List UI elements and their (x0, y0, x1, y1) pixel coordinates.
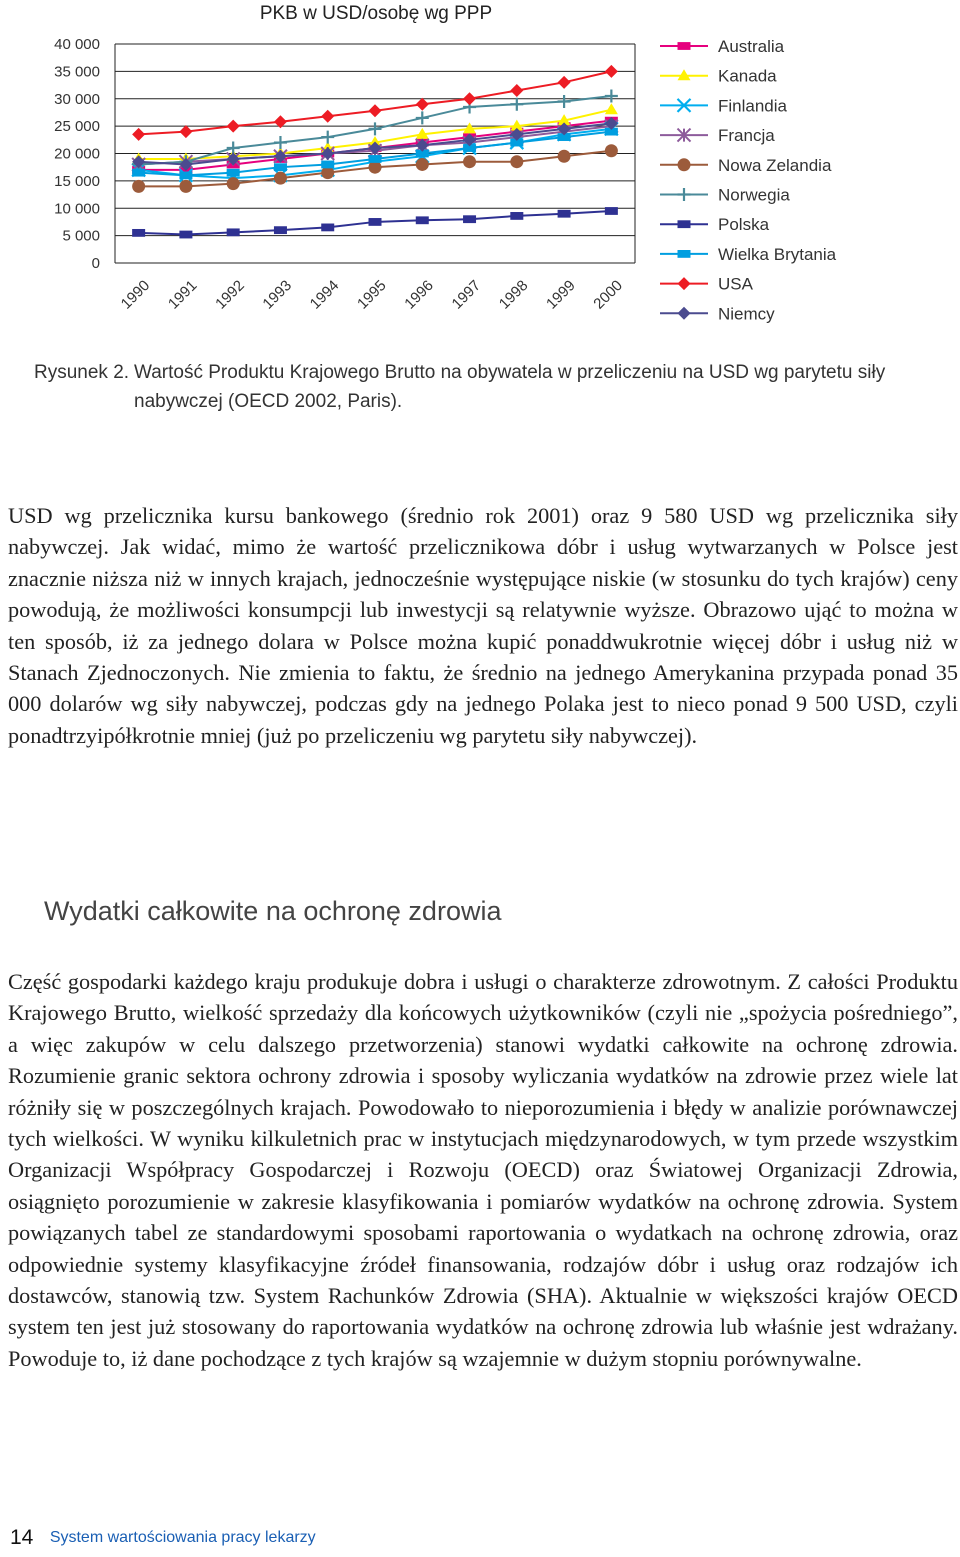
legend-label-niemcy: Niemcy (718, 304, 775, 324)
data-point-usa (558, 76, 571, 89)
data-point-norwegia (416, 111, 429, 124)
legend-marker-usa (678, 277, 691, 290)
x-tick-label: 1999 (543, 277, 579, 313)
caption-label: Rysunek 2. (34, 362, 130, 383)
x-tick-label: 1996 (401, 277, 437, 313)
data-point-usa (510, 84, 523, 97)
legend-marker-nowa-zelandia (678, 158, 691, 171)
data-point-nowa-zelandia (510, 155, 523, 168)
data-point-norwegia (274, 136, 287, 149)
body-paragraph-2: Część gospodarki każdego kraju produkuje dobra i usługi o charakterze zdrowotnym. Z całości Produktu Krajowego Brutto, wielkość sprzedaży dla końcowych użytkowników (czyli nie „spożycia pośredniego”, a więc zakupów w celu dalszego przetworzenia) stanowi wydatki całkowite na ochronę zdrowia. Rozumienie granic sektora ochrony zdrowia i sposoby wyliczania wydatków na zdrowie przez wiele lat różniły się w poszczególnych krajach. Powodowało to nieporozumienia i błędy w analizie porównawczej tych wielkości. W wyniku kilkuletnich prac w instytucjach międzynarodowych, w tym przede wszystkim Organizacji Współpracy Gospodarczej i Rozwoju (OECD) oraz Światowej Organizacji Zdrowia, osiągnięto porozumienie w zakresie klasyfikowania i pomiarów wydatków na ochronę zdrowia. System powiązanych tabel ze standardowymi sposobami raportowania o wydatkach na ochronę zdrowia, oraz odpowiednie systemy klasyfikacyjne źródeł finansowania, rodzajów dóbr i usług oraz rodzajów ich dostawców, stanowią tzw. System Rachunków Zdrowia (SHA). Aktualnie w większości krajów OECD system ten jest już stosowany do raportowania wydatków na ochronę zdrowia lub właśnie jest wdrażany. Powoduje to, iż dane pochodzące z tych krajów są wzajemnie w dużym stopniu porównywalne. (8, 969, 958, 1371)
data-point-usa (605, 65, 618, 78)
figure-caption (34, 358, 914, 416)
data-point-usa (369, 104, 382, 117)
data-point-norwegia (558, 95, 571, 108)
x-tick-label: 1992 (212, 277, 248, 313)
gdp-chart (0, 0, 960, 335)
y-tick-label: 30 000 (54, 90, 100, 108)
x-tick-label: 1997 (448, 277, 485, 313)
data-point-nowa-zelandia (416, 158, 429, 171)
data-point-usa (321, 110, 334, 123)
data-point-wielka-brytania (227, 169, 240, 177)
legend-marker-norwegia (678, 188, 691, 201)
data-point-polska (416, 216, 429, 224)
legend-label-wielka-brytania: Wielka Brytania (718, 244, 837, 264)
data-point-nowa-zelandia (463, 155, 476, 168)
data-point-polska (463, 215, 476, 223)
data-point-nowa-zelandia (179, 180, 192, 193)
legend-label-usa: USA (718, 274, 753, 294)
legend-label-norwegia: Norwegia (718, 185, 790, 205)
data-point-polska (369, 218, 382, 226)
legend-marker-niemcy (678, 307, 691, 320)
chart-title: PKB w USD/osobę wg PPP (259, 3, 493, 24)
y-tick-label: 20 000 (54, 145, 100, 163)
legend-label-finlandia: Finlandia (718, 96, 787, 116)
data-point-norwegia (605, 90, 618, 103)
data-point-polska (605, 207, 618, 215)
data-point-norwegia (321, 131, 334, 144)
data-point-wielka-brytania (179, 172, 192, 180)
data-point-polska (321, 224, 334, 232)
data-point-usa (227, 120, 240, 133)
legend-label-australia: Australia (718, 37, 785, 56)
legend-marker-polska (678, 220, 691, 228)
data-point-usa (463, 92, 476, 105)
caption-line2: nabywczej (OECD 2002, Paris). (134, 391, 403, 412)
footer-title: System wartościowania pracy lekarzy (49, 1529, 316, 1546)
y-tick-label: 0 (91, 255, 100, 272)
page-footer (10, 1526, 316, 1554)
data-point-usa (132, 128, 145, 141)
page-number: 14 (10, 1526, 34, 1549)
data-point-norwegia (510, 98, 523, 111)
data-point-wielka-brytania (274, 163, 287, 171)
x-tick-label: 1998 (495, 277, 532, 313)
data-point-wielka-brytania (369, 155, 382, 163)
data-point-nowa-zelandia (227, 177, 240, 190)
data-point-usa (416, 98, 429, 111)
data-point-polska (274, 226, 287, 234)
data-point-usa (179, 125, 192, 138)
legend-label-nowa-zelandia: Nowa Zelandia (718, 155, 832, 175)
data-point-norwegia (369, 122, 382, 135)
data-point-polska (179, 231, 192, 239)
legend-label-kanada: Kanada (718, 66, 777, 86)
data-point-polska (132, 229, 145, 237)
x-tick-label: 1990 (117, 277, 154, 313)
y-tick-label: 25 000 (54, 118, 100, 136)
x-tick-label: 1991 (164, 277, 201, 313)
legend-label-polska: Polska (718, 215, 770, 235)
data-point-nowa-zelandia (274, 172, 287, 185)
data-point-nowa-zelandia (132, 180, 145, 193)
y-tick-label: 5 000 (62, 227, 100, 245)
data-point-nowa-zelandia (605, 144, 618, 157)
legend-marker-wielka-brytania (678, 250, 691, 258)
y-tick-label: 10 000 (54, 200, 100, 218)
section-title: Wydatki całkowite na ochronę zdrowia (44, 896, 502, 926)
body-paragraph-1: USD wg przelicznika kursu bankowego (średnio rok 2001) oraz 9 580 USD wg przelicznika siły nabywczej. Jak widać, mimo że wartość przelicznikowa dóbr i usług wytwarzanych w Polsce jest znacznie niższa niż w innych krajach, jednocześnie występujące niskie (w stosunku do tych krajów) ceny powodują, że możliwości konsumpcji lub inwestycji są relatywnie wyższe. Obrazowo ująć to można w ten sposób, iż za jednego dolara w Polsce można kupić ponaddwukrotnie więcej dóbr i usług niż w Stanach Zjednoczonych. Nie zmienia to faktu, że średnio na jednego Amerykanina przypada ponad 35 000 dolarów wg siły nabywczej, podczas gdy na jednego Polaka jest to nieco ponad 9 500 USD, czyli ponadtrzyipółkrotnie mniej (już po przeliczeniu wg parytetu siły nabywczej). (8, 503, 958, 748)
data-point-kanada (605, 103, 618, 114)
y-tick-label: 15 000 (54, 172, 100, 190)
x-tick-label: 1993 (259, 277, 296, 313)
data-point-nowa-zelandia (558, 150, 571, 163)
x-tick-label: 1995 (354, 277, 390, 313)
x-tick-label: 1994 (306, 277, 343, 313)
data-point-wielka-brytania (132, 169, 145, 177)
x-tick-label: 2000 (590, 277, 626, 313)
data-point-polska (558, 210, 571, 218)
chart-svg (0, 0, 960, 335)
legend-label-francja: Francja (718, 126, 775, 146)
data-point-polska (510, 212, 523, 220)
caption-line1: Wartość Produktu Krajowego Brutto na obywatela w przeliczeniu na USD wg parytetu siły (134, 362, 886, 383)
y-tick-label: 35 000 (54, 63, 100, 81)
data-point-polska (227, 228, 240, 236)
legend-marker-australia (678, 42, 691, 50)
data-point-wielka-brytania (321, 161, 334, 169)
y-tick-label: 40 000 (54, 36, 100, 53)
